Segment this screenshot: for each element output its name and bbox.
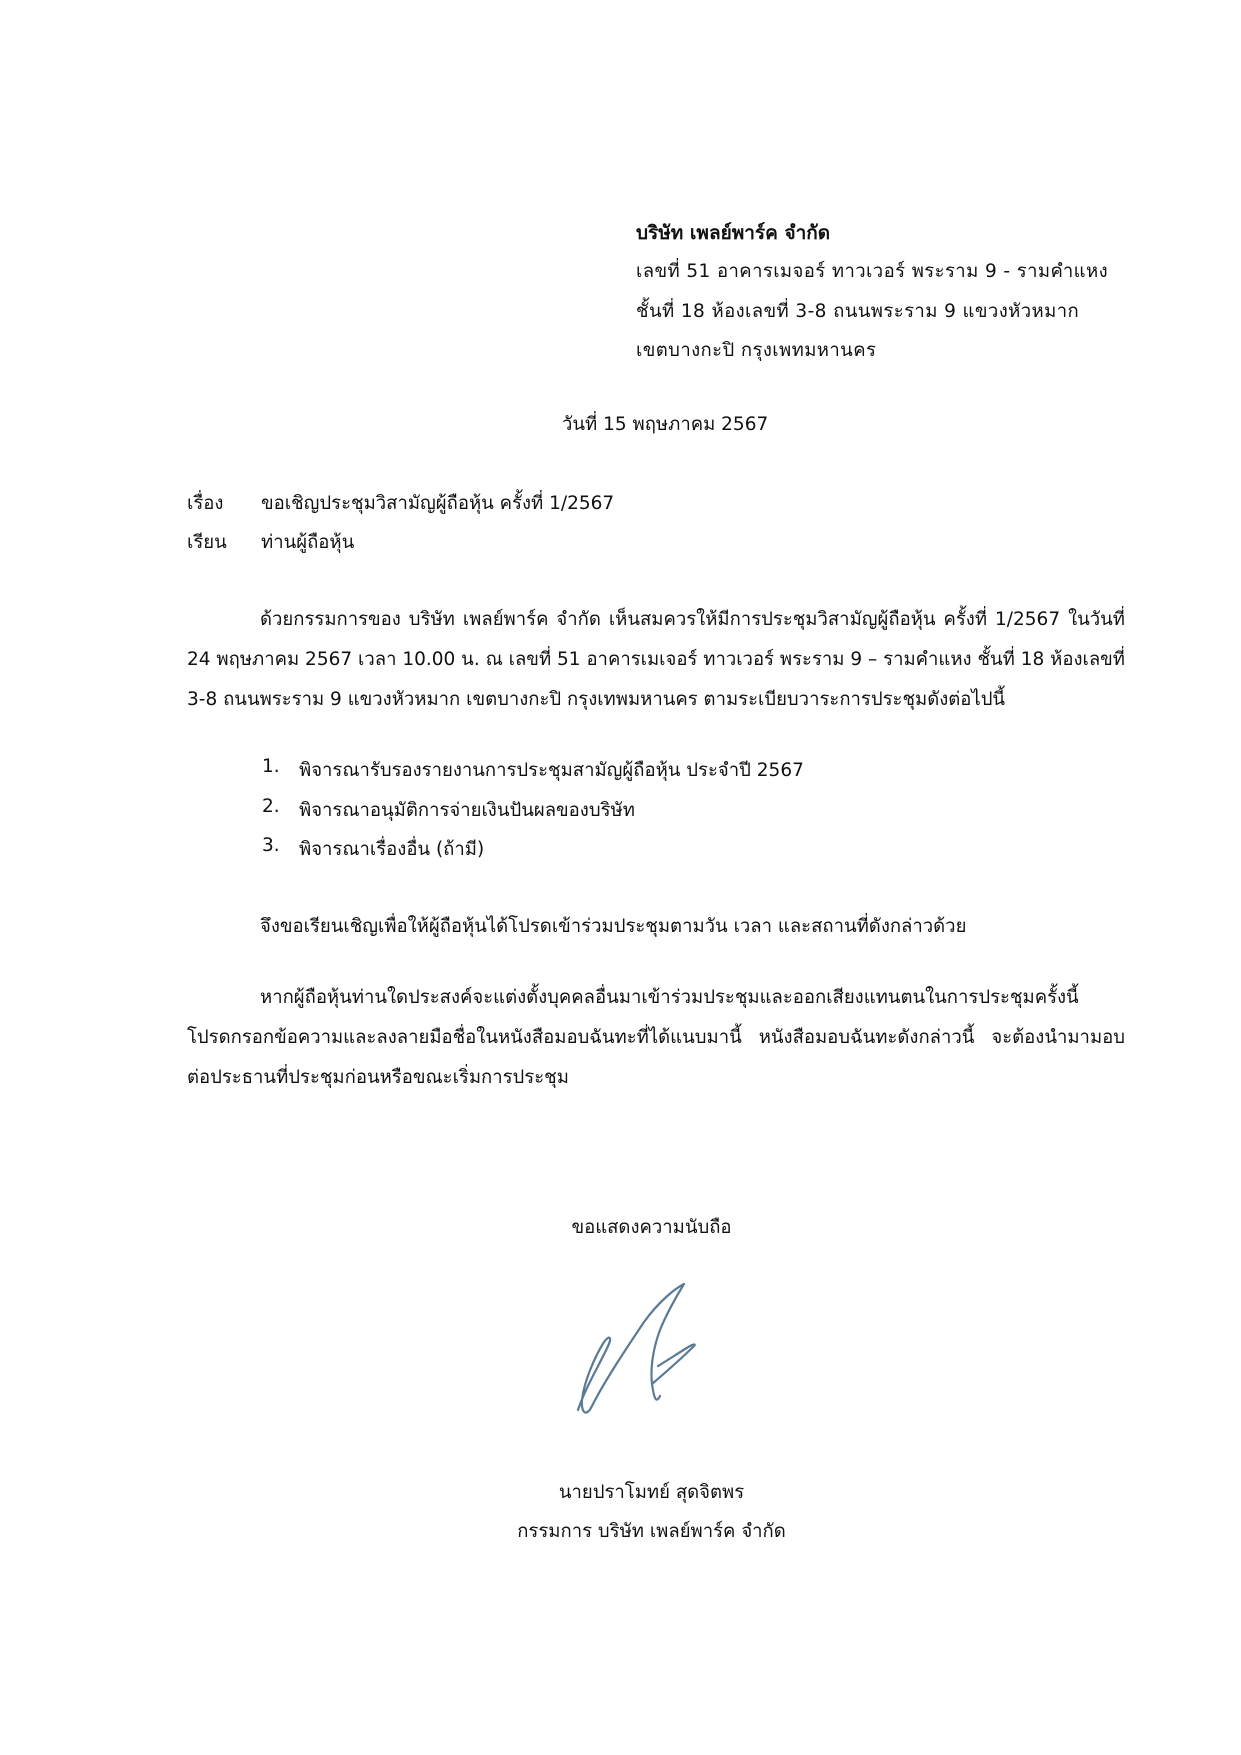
agenda-item-3-text: พิจารณาเรื่องอื่น (ถ้ามี): [299, 839, 485, 860]
recipient-text: ท่านผู้ถือหุ้น: [261, 532, 355, 553]
agenda-item-3-number: 3.: [262, 835, 280, 856]
intro-paragraph: [187, 600, 1125, 720]
intro-text: ด้วยกรรมการของ บริษัท เพลย์พาร์ค จำกัด เห็นสมควรให้มีการประชุมวิสามัญผู้ถือหุ้น ครั้งที่ 1/2567 ในวันที่ 24 พฤษภาคม 2567 เวลา 10.00 น. ณ เลขที่ 51 อาคารเมเจอร์ ทาวเวอร์ พระราม 9 – รามคำแหง ชั้นที่ 18 ห้องเลขที่ 3-8 ถนนพระราม 9 แขวงหัวหมาก เขตบางกะปิ กรุงเทพมหานคร ตามระเบียบวาระการประชุมดังต่อไปนี้: [187, 609, 1125, 710]
subject-label: เรื่อง: [187, 493, 224, 514]
letter-date: วันที่ 15 พฤษภาคม 2567: [562, 414, 769, 435]
agenda-item-1-text: พิจารณารับรองรายงานการประชุมสามัญผู้ถือหุ้น ประจำปี 2567: [299, 760, 804, 781]
proxy-text: หากผู้ถือหุ้นท่านใดประสงค์จะแต่งตั้งบุคคลอื่นมาเข้าร่วมประชุมและออกเสียงแทนตนในการประชุมครั้งนี้ โปรดกรอกข้อความและลงลายมือชื่อในหนังสือมอบฉันทะที่ได้แนบมานี้ หนังสือมอบฉันทะดังกล่าวนี้ จะต้องนำมามอบต่อประธานที่ประชุมก่อนหรือขณะเริ่มการประชุม: [187, 987, 1125, 1088]
address-line-2: ชั้นที่ 18 ห้องเลขที่ 3-8 ถนนพระราม 9 แขวงหัวหมาก: [636, 301, 1080, 322]
signatory-title: กรรมการ บริษัท เพลย์พาร์ค จำกัด: [517, 1521, 786, 1542]
closing-text: ขอแสดงความนับถือ: [571, 1217, 732, 1238]
agenda-item-1-number: 1.: [262, 756, 280, 777]
proxy-paragraph: [187, 978, 1125, 1098]
address-line-1: เลขที่ 51 อาคารเมจอร์ ทาวเวอร์ พระราม 9 - รามคำแหง: [636, 261, 1109, 282]
company-name: บริษัท เพลย์พาร์ค จำกัด: [636, 222, 831, 244]
signatory-name: นายปราโมทย์ สุดจิตพร: [558, 1482, 745, 1503]
recipient-label: เรียน: [187, 532, 227, 553]
invitation-text: จึงขอเรียนเชิญเพื่อให้ผู้ถือหุ้นได้โปรดเข้าร่วมประชุมตามวัน เวลา และสถานที่ดังกล่าวด้วย: [260, 916, 967, 937]
subject-text: ขอเชิญประชุมวิสามัญผู้ถือหุ้น ครั้งที่ 1/2567: [261, 493, 615, 514]
agenda-item-2-text: พิจารณาอนุมัติการจ่ายเงินปันผลของบริษัท: [299, 800, 635, 821]
agenda-item-2-number: 2.: [262, 796, 280, 817]
signature-image: [572, 1282, 732, 1432]
address-line-3: เขตบางกะปิ กรุงเพทมหานคร: [636, 340, 877, 361]
